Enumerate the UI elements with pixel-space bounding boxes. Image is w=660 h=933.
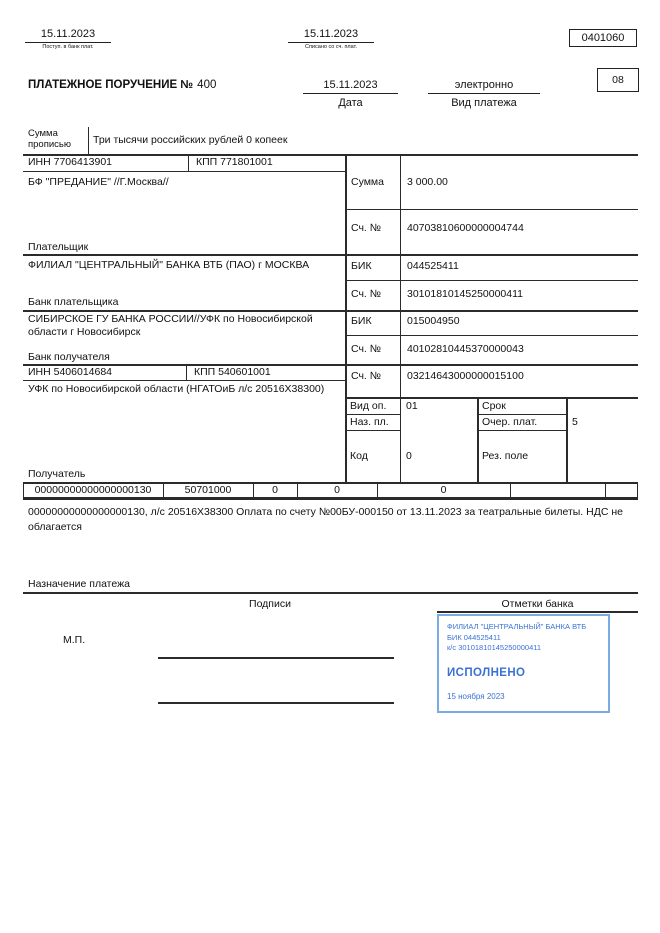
signature-line (158, 702, 394, 704)
divider-line (437, 611, 638, 613)
bank-stamp (437, 614, 610, 713)
payer-inn: ИНН 7706413901 (28, 156, 113, 168)
divider-line (345, 154, 347, 482)
divider-line (477, 414, 566, 415)
divider-line (23, 254, 638, 256)
amount-words-label: Сумма прописью (28, 128, 71, 151)
payment-kind-field (428, 79, 540, 109)
document-title (28, 79, 216, 91)
divider-line (477, 397, 479, 482)
document-title-text: ПЛАТЕЖНОЕ ПОРУЧЕНИЕ № (28, 79, 194, 91)
debited-date-caption: Списано со сч. плат. (304, 44, 358, 50)
amount-words-value: Три тысячи российских рублей 0 копеек (93, 134, 288, 146)
priority-label: Очер. плат. (482, 416, 538, 428)
stamp-status: ИСПОЛНЕНО (447, 666, 526, 679)
doc-date-value: 15.11.2023 (303, 79, 398, 94)
divider-line (510, 482, 511, 497)
purpose-label: Назначение платежа (28, 578, 130, 590)
payer-bank-label: Банк плательщика (28, 296, 119, 308)
payer-account-value: 40703810600000004744 (407, 222, 524, 234)
received-date-caption: Поступ. в банк плат. (42, 44, 94, 50)
payee-bank-name: СИБИРСКОЕ ГУ БАНКА РОССИИ//УФК по Новосибирской области г Новосибирск (28, 313, 313, 339)
reserve-label: Рез. поле (482, 450, 529, 462)
debited-date-value: 15.11.2023 (288, 28, 374, 43)
payer-bank-account-value: 30101810145250000411 (407, 288, 524, 300)
form-code-box: 0401060 (569, 29, 637, 47)
divider-line (345, 209, 638, 210)
naz-pl-label: Наз. пл. (350, 416, 389, 428)
divider-line (345, 280, 638, 281)
divider-line (23, 310, 638, 312)
document-number: 400 (197, 79, 217, 91)
payer-account-label: Сч. № (351, 222, 382, 234)
divider-line (23, 154, 638, 156)
stamp-corr-account: к/с 30101810145250000411 (447, 643, 542, 652)
budget-row-cell: 0 (334, 484, 340, 496)
payee-name: УФК по Новосибирской области (НГАТОиБ л/с 20516X38300) (28, 383, 325, 395)
payee-bank-account-value: 40102810445370000043 (407, 343, 524, 355)
payer-bank-bik-label: БИК (351, 260, 372, 272)
divider-line (88, 127, 89, 154)
divider-line (186, 364, 187, 380)
stamp-place-label: М.П. (63, 634, 86, 646)
payee-inn: ИНН 5406014684 (28, 366, 113, 378)
signatures-label: Подписи (249, 598, 291, 610)
debited-date-field (288, 28, 374, 50)
divider-line (605, 482, 606, 497)
payee-bank-label: Банк получателя (28, 351, 110, 363)
divider-line (637, 482, 638, 497)
divider-line (345, 430, 400, 431)
payee-kpp: КПП 540601001 (194, 366, 271, 378)
divider-line (566, 397, 568, 482)
received-date-field (25, 28, 111, 50)
budget-row-cell: 50701000 (184, 484, 232, 496)
divider-line (345, 335, 638, 336)
payee-account-value: 03214643000000015100 (407, 370, 524, 382)
budget-row-cell: 0 (440, 484, 447, 496)
bank-marks-label: Отметки банка (501, 598, 574, 610)
purpose-text: 00000000000000000130, л/с 20516X38300 Оплата по счету №00БУ-000150 от 13.11.2023 за театральные билеты. НДС не облагается (28, 506, 623, 534)
priority-value: 5 (572, 416, 578, 428)
payer-bank-name: ФИЛИАЛ "ЦЕНТРАЛЬНЫЙ" БАНКА ВТБ (ПАО) г МОСКВА (28, 259, 310, 271)
payer-kpp: КПП 771801001 (196, 156, 273, 168)
payment-kind-label: Вид платежа (451, 97, 517, 109)
divider-line (345, 414, 400, 415)
received-date-value: 15.11.2023 (25, 28, 111, 43)
payer-bank-account-label: Сч. № (351, 288, 382, 300)
divider-line (23, 171, 345, 172)
op-type-label: Вид оп. (350, 400, 387, 412)
divider-line (23, 364, 638, 366)
divider-line (23, 592, 638, 594)
code-label: Код (350, 450, 368, 462)
divider-line (188, 154, 189, 171)
stamp-date: 15 ноября 2023 (447, 691, 505, 701)
budget-row-cell: 0 (272, 484, 278, 496)
code-value: 0 (406, 450, 412, 462)
divider-line (23, 380, 345, 381)
divider-line (400, 154, 401, 482)
doc-date-label: Дата (338, 97, 363, 109)
signature-line (158, 657, 394, 659)
payee-label: Получатель (28, 468, 86, 480)
status-code-box: 08 (597, 68, 639, 92)
op-type-value: 01 (406, 400, 418, 412)
amount-label: Сумма (351, 176, 384, 188)
payer-name: БФ "ПРЕДАНИЕ" //Г.Москва// (28, 176, 169, 188)
budget-row-cell: 00000000000000000130 (34, 484, 152, 496)
divider-line (23, 497, 638, 500)
payee-bank-account-label: Сч. № (351, 343, 382, 355)
term-label: Срок (482, 400, 506, 412)
payee-account-label: Сч. № (351, 370, 382, 382)
payment-kind-value: электронно (428, 79, 540, 94)
divider-line (345, 397, 638, 399)
amount-value: 3 000.00 (407, 176, 448, 188)
stamp-bank-name: ФИЛИАЛ "ЦЕНТРАЛЬНЫЙ" БАНКА ВТБ (447, 622, 587, 631)
payer-label: Плательщик (28, 241, 89, 253)
payer-bank-bik-value: 044525411 (407, 260, 459, 272)
stamp-bik: БИК 044525411 (447, 632, 501, 642)
doc-date-field (303, 79, 398, 109)
divider-line (477, 430, 566, 431)
payee-bank-bik-label: БИК (351, 315, 372, 327)
payee-bank-bik-value: 015004950 (407, 315, 460, 327)
